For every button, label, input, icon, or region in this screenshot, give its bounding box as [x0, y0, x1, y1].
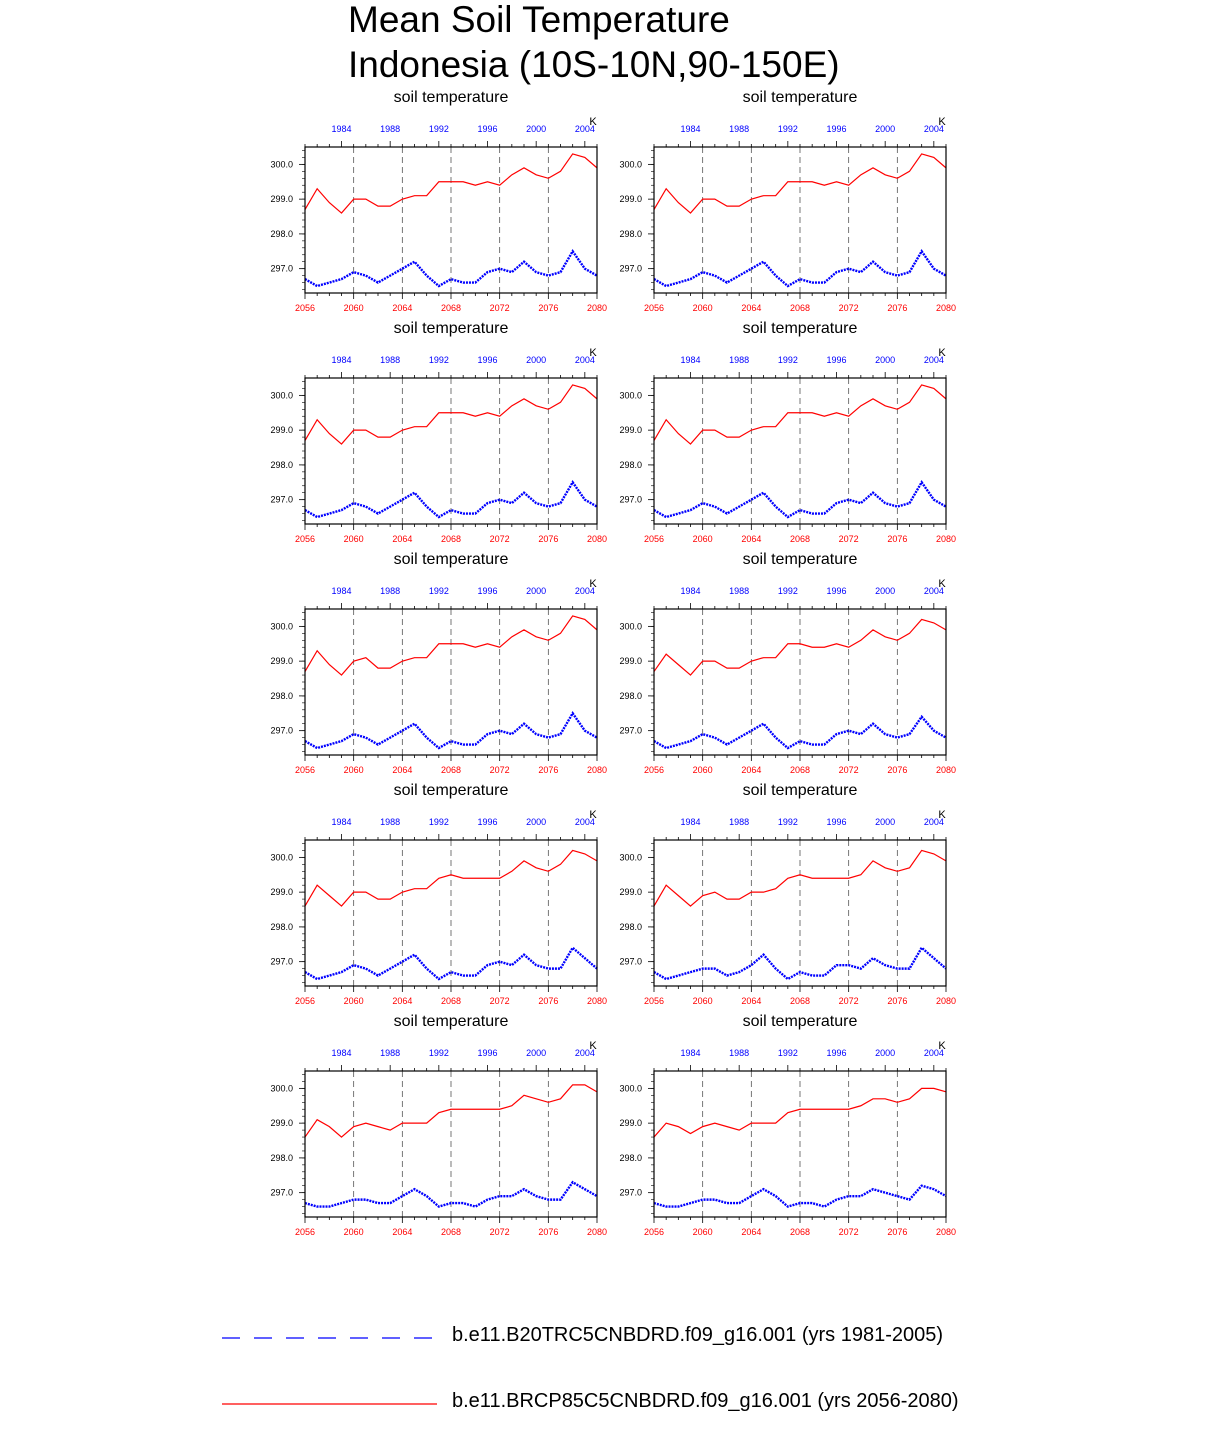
y-tick-label: 300.0	[619, 1083, 642, 1094]
x-bottom-tick-label: 2060	[692, 534, 713, 544]
y-tick-label: 298.0	[619, 1152, 642, 1163]
x-bottom-tick-label: 2068	[789, 996, 811, 1006]
x-top-tick-label: 2004	[923, 586, 944, 596]
panel-title: soil temperature	[742, 782, 858, 799]
x-top-tick-label: 1988	[729, 586, 750, 596]
x-bottom-tick-label: 2068	[440, 534, 462, 544]
x-top-tick-label: 1988	[729, 124, 750, 134]
y-tick-label: 298.0	[619, 921, 642, 932]
y-tick-label: 297.0	[619, 956, 642, 967]
x-top-tick-label: 2000	[875, 124, 896, 134]
panel-5	[270, 551, 607, 775]
x-bottom-tick-label: 2064	[741, 1227, 762, 1237]
x-bottom-tick-label: 2056	[294, 534, 316, 544]
x-bottom-tick-label: 2072	[489, 534, 510, 544]
y-tick-label: 300.0	[619, 390, 642, 401]
x-bottom-tick-label: 2080	[586, 1227, 608, 1237]
panel-2	[619, 89, 956, 313]
x-top-tick-label: 1996	[826, 586, 847, 596]
y-tick-label: 298.0	[270, 459, 293, 470]
x-bottom-tick-label: 2072	[489, 303, 510, 313]
x-bottom-tick-label: 2064	[741, 303, 762, 313]
panel-title: soil temperature	[742, 89, 858, 106]
y-tick-label: 300.0	[619, 159, 642, 170]
x-bottom-tick-label: 2056	[294, 765, 316, 775]
y-tick-label: 297.0	[619, 263, 642, 274]
x-top-tick-label: 1996	[477, 124, 498, 134]
x-top-tick-label: 1992	[777, 124, 798, 134]
x-top-tick-label: 1992	[428, 817, 449, 827]
x-top-tick-label: 1996	[477, 355, 498, 365]
x-top-tick-label: 2000	[526, 355, 547, 365]
x-bottom-tick-label: 2056	[294, 303, 316, 313]
x-top-tick-label: 2004	[574, 1048, 595, 1058]
x-bottom-tick-label: 2064	[392, 534, 413, 544]
panel-9	[270, 1013, 607, 1237]
x-bottom-tick-label: 2076	[887, 765, 908, 775]
x-top-tick-label: 2000	[526, 817, 547, 827]
y-tick-label: 298.0	[270, 1152, 293, 1163]
x-bottom-tick-label: 2080	[586, 996, 608, 1006]
x-bottom-tick-label: 2076	[538, 996, 559, 1006]
x-top-tick-label: 1984	[680, 124, 701, 134]
units-label: K	[589, 809, 597, 821]
panel-7	[270, 782, 607, 1006]
x-bottom-tick-label: 2064	[741, 534, 762, 544]
x-bottom-tick-label: 2056	[294, 996, 316, 1006]
y-tick-label: 299.0	[619, 656, 642, 667]
x-bottom-tick-label: 2080	[586, 303, 608, 313]
y-tick-label: 299.0	[270, 425, 293, 436]
units-label: K	[938, 1040, 946, 1052]
x-bottom-tick-label: 2076	[538, 534, 559, 544]
series-rcp85-line	[654, 850, 946, 906]
y-tick-label: 298.0	[619, 228, 642, 239]
y-tick-label: 300.0	[619, 852, 642, 863]
y-tick-label: 297.0	[619, 725, 642, 736]
x-top-tick-label: 2004	[923, 1048, 944, 1058]
x-top-tick-label: 1984	[680, 355, 701, 365]
x-bottom-tick-label: 2068	[440, 996, 462, 1006]
y-tick-label: 300.0	[270, 390, 293, 401]
y-tick-label: 297.0	[270, 494, 293, 505]
x-bottom-tick-label: 2080	[586, 765, 608, 775]
x-top-tick-label: 2004	[574, 586, 595, 596]
x-top-tick-label: 2004	[923, 124, 944, 134]
y-tick-label: 298.0	[270, 921, 293, 932]
panel-title: soil temperature	[742, 1013, 858, 1030]
units-label: K	[938, 578, 946, 590]
x-top-tick-label: 1996	[826, 1048, 847, 1058]
x-bottom-tick-label: 2060	[343, 1227, 364, 1237]
units-label: K	[589, 116, 597, 128]
units-label: K	[589, 578, 597, 590]
x-bottom-tick-label: 2076	[887, 1227, 908, 1237]
y-tick-label: 300.0	[270, 159, 293, 170]
figure-title-line1: Mean Soil Temperature	[348, 0, 730, 40]
y-tick-label: 299.0	[270, 194, 293, 205]
panel-title: soil temperature	[393, 89, 509, 106]
x-bottom-tick-label: 2060	[343, 303, 364, 313]
x-top-tick-label: 1984	[331, 355, 352, 365]
x-top-tick-label: 1984	[331, 817, 352, 827]
x-top-tick-label: 1996	[477, 1048, 498, 1058]
x-bottom-tick-label: 2068	[789, 1227, 811, 1237]
series-rcp85-line	[305, 850, 597, 906]
x-top-tick-label: 1996	[477, 817, 498, 827]
x-bottom-tick-label: 2064	[741, 996, 762, 1006]
x-top-tick-label: 1996	[477, 586, 498, 596]
panel-1	[270, 89, 607, 313]
x-bottom-tick-label: 2080	[935, 1227, 957, 1237]
units-label: K	[938, 809, 946, 821]
panel-10	[619, 1013, 956, 1237]
x-bottom-tick-label: 2080	[935, 765, 957, 775]
x-bottom-tick-label: 2076	[538, 1227, 559, 1237]
x-bottom-tick-label: 2068	[440, 765, 462, 775]
y-tick-label: 297.0	[270, 725, 293, 736]
x-top-tick-label: 1988	[380, 355, 401, 365]
x-bottom-tick-label: 2072	[838, 1227, 859, 1237]
x-bottom-tick-label: 2064	[392, 303, 413, 313]
x-top-tick-label: 2004	[574, 124, 595, 134]
x-bottom-tick-label: 2068	[440, 1227, 462, 1237]
y-tick-label: 300.0	[270, 621, 293, 632]
x-bottom-tick-label: 2060	[692, 996, 713, 1006]
x-bottom-tick-label: 2072	[838, 303, 859, 313]
x-top-tick-label: 1984	[680, 586, 701, 596]
x-top-tick-label: 1992	[428, 1048, 449, 1058]
x-bottom-tick-label: 2056	[643, 996, 665, 1006]
x-bottom-tick-label: 2076	[887, 996, 908, 1006]
y-tick-label: 300.0	[270, 1083, 293, 1094]
x-bottom-tick-label: 2060	[692, 303, 713, 313]
x-top-tick-label: 2004	[574, 355, 595, 365]
x-top-tick-label: 1996	[826, 355, 847, 365]
x-bottom-tick-label: 2076	[538, 765, 559, 775]
x-bottom-tick-label: 2068	[789, 534, 811, 544]
panel-title: soil temperature	[393, 782, 509, 799]
x-top-tick-label: 2004	[923, 355, 944, 365]
units-label: K	[589, 1040, 597, 1052]
y-tick-label: 297.0	[270, 1187, 293, 1198]
y-tick-label: 299.0	[270, 887, 293, 898]
x-bottom-tick-label: 2056	[643, 534, 665, 544]
x-top-tick-label: 1984	[331, 124, 352, 134]
x-bottom-tick-label: 2064	[392, 765, 413, 775]
x-top-tick-label: 2000	[875, 355, 896, 365]
x-bottom-tick-label: 2064	[392, 996, 413, 1006]
x-top-tick-label: 1996	[826, 124, 847, 134]
x-top-tick-label: 1988	[380, 124, 401, 134]
y-tick-label: 297.0	[619, 494, 642, 505]
x-top-tick-label: 1984	[331, 586, 352, 596]
panel-title: soil temperature	[393, 320, 509, 337]
x-top-tick-label: 1984	[680, 817, 701, 827]
y-tick-label: 299.0	[619, 425, 642, 436]
x-bottom-tick-label: 2068	[440, 303, 462, 313]
x-bottom-tick-label: 2068	[789, 303, 811, 313]
x-bottom-tick-label: 2064	[741, 765, 762, 775]
x-bottom-tick-label: 2080	[935, 996, 957, 1006]
series-rcp85-line	[654, 619, 946, 675]
legend-label-rcp85: b.e11.BRCP85C5CNBDRD.f09_g16.001 (yrs 2056-2080)	[452, 1390, 959, 1412]
x-top-tick-label: 1992	[777, 1048, 798, 1058]
x-top-tick-label: 2000	[875, 817, 896, 827]
x-top-tick-label: 1992	[777, 586, 798, 596]
y-tick-label: 297.0	[270, 263, 293, 274]
x-top-tick-label: 1984	[680, 1048, 701, 1058]
x-bottom-tick-label: 2072	[838, 996, 859, 1006]
legend-label-historical: b.e11.B20TRC5CNBDRD.f09_g16.001 (yrs 1981-2005)	[452, 1324, 944, 1346]
x-bottom-tick-label: 2068	[789, 765, 811, 775]
x-top-tick-label: 1988	[729, 355, 750, 365]
x-bottom-tick-label: 2060	[343, 996, 364, 1006]
x-top-tick-label: 1992	[428, 355, 449, 365]
x-top-tick-label: 1992	[428, 586, 449, 596]
figure-title-line2: Indonesia (10S-10N,90-150E)	[348, 44, 840, 85]
x-top-tick-label: 1988	[380, 817, 401, 827]
panel-6	[619, 551, 956, 775]
y-tick-label: 300.0	[270, 852, 293, 863]
x-bottom-tick-label: 2060	[692, 765, 713, 775]
y-tick-label: 298.0	[270, 690, 293, 701]
x-top-tick-label: 1988	[729, 817, 750, 827]
x-top-tick-label: 2000	[526, 1048, 547, 1058]
x-top-tick-label: 1988	[729, 1048, 750, 1058]
x-bottom-tick-label: 2056	[643, 303, 665, 313]
y-tick-label: 300.0	[619, 621, 642, 632]
panel-title: soil temperature	[742, 551, 858, 568]
units-label: K	[589, 347, 597, 359]
x-top-tick-label: 1992	[777, 355, 798, 365]
y-tick-label: 298.0	[270, 228, 293, 239]
y-tick-label: 299.0	[619, 194, 642, 205]
panel-title: soil temperature	[393, 1013, 509, 1030]
x-bottom-tick-label: 2056	[294, 1227, 316, 1237]
y-tick-label: 298.0	[619, 690, 642, 701]
x-top-tick-label: 2000	[526, 586, 547, 596]
x-bottom-tick-label: 2072	[838, 765, 859, 775]
x-bottom-tick-label: 2080	[586, 534, 608, 544]
x-bottom-tick-label: 2080	[935, 534, 957, 544]
x-bottom-tick-label: 2076	[538, 303, 559, 313]
x-bottom-tick-label: 2072	[489, 765, 510, 775]
x-bottom-tick-label: 2072	[489, 996, 510, 1006]
x-top-tick-label: 2000	[526, 124, 547, 134]
y-tick-label: 297.0	[619, 1187, 642, 1198]
panel-3	[270, 320, 607, 544]
x-bottom-tick-label: 2076	[887, 303, 908, 313]
x-top-tick-label: 2000	[875, 586, 896, 596]
units-label: K	[938, 347, 946, 359]
panel-4	[619, 320, 956, 544]
x-bottom-tick-label: 2076	[887, 534, 908, 544]
y-tick-label: 298.0	[619, 459, 642, 470]
y-tick-label: 299.0	[619, 887, 642, 898]
x-top-tick-label: 1988	[380, 586, 401, 596]
x-top-tick-label: 1984	[331, 1048, 352, 1058]
panel-title: soil temperature	[393, 551, 509, 568]
x-top-tick-label: 1996	[826, 817, 847, 827]
panel-8	[619, 782, 956, 1006]
x-bottom-tick-label: 2072	[489, 1227, 510, 1237]
x-top-tick-label: 2004	[923, 817, 944, 827]
y-tick-label: 299.0	[619, 1118, 642, 1129]
y-tick-label: 299.0	[270, 656, 293, 667]
x-bottom-tick-label: 2060	[692, 1227, 713, 1237]
x-bottom-tick-label: 2080	[935, 303, 957, 313]
x-bottom-tick-label: 2056	[643, 765, 665, 775]
units-label: K	[938, 116, 946, 128]
x-bottom-tick-label: 2060	[343, 534, 364, 544]
y-tick-label: 297.0	[270, 956, 293, 967]
x-bottom-tick-label: 2060	[343, 765, 364, 775]
x-top-tick-label: 1992	[777, 817, 798, 827]
x-top-tick-label: 1992	[428, 124, 449, 134]
x-bottom-tick-label: 2064	[392, 1227, 413, 1237]
x-top-tick-label: 2000	[875, 1048, 896, 1058]
x-bottom-tick-label: 2056	[643, 1227, 665, 1237]
y-tick-label: 299.0	[270, 1118, 293, 1129]
x-bottom-tick-label: 2072	[838, 534, 859, 544]
x-top-tick-label: 2004	[574, 817, 595, 827]
x-top-tick-label: 1988	[380, 1048, 401, 1058]
panel-title: soil temperature	[742, 320, 858, 337]
